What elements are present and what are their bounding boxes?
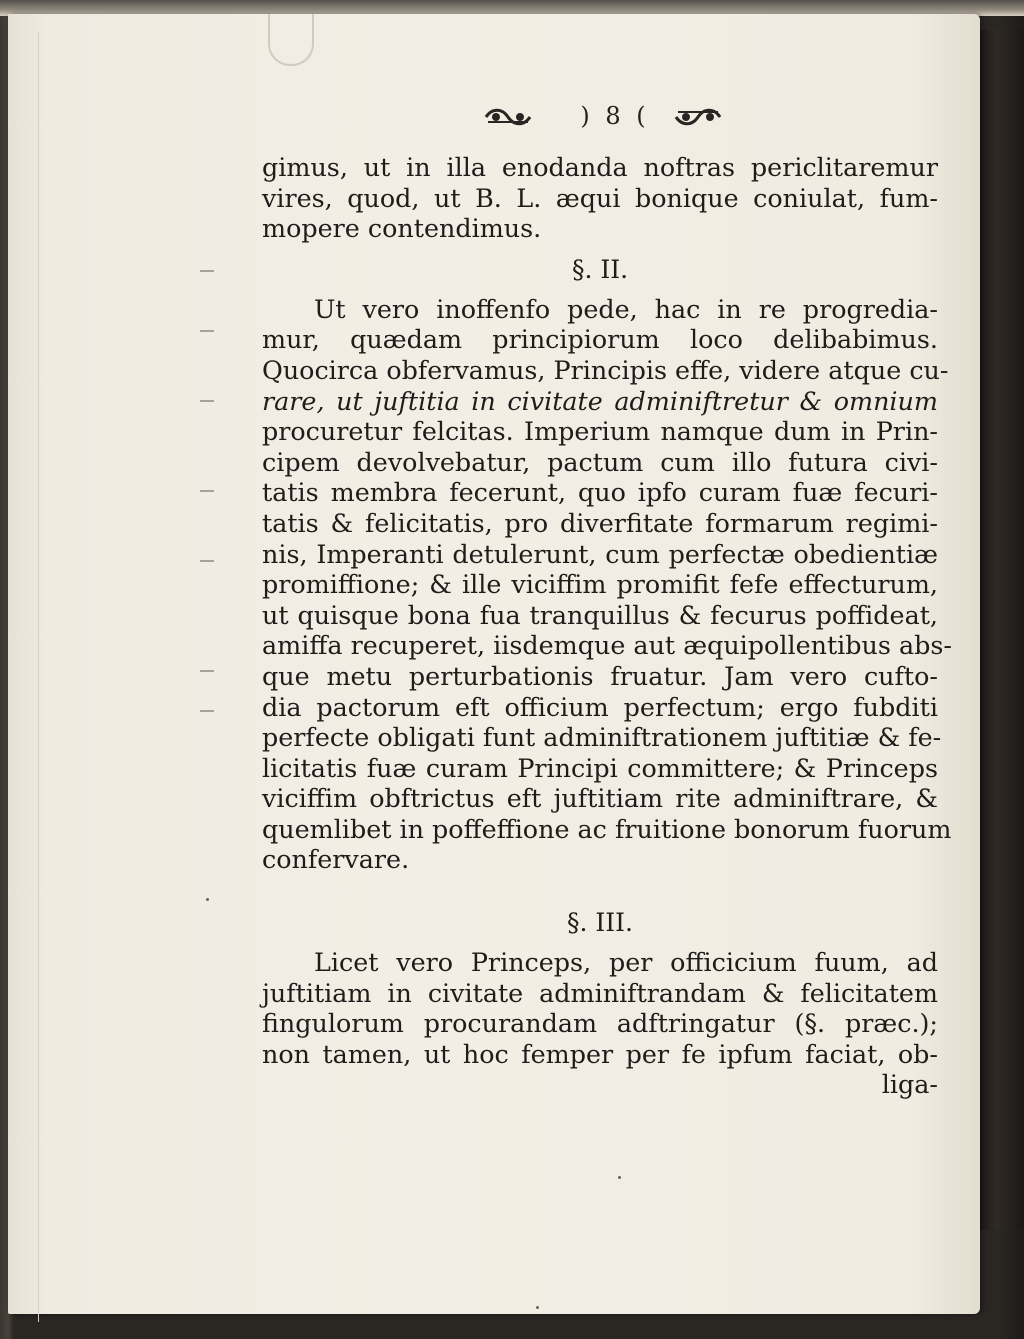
text-line: Ut vero inoffenfo pede, hac in re progredia- bbox=[314, 293, 938, 324]
book-right-edge bbox=[978, 30, 1024, 1230]
text-line: Quocirca obfervamus, Principis effe, videre atque cu- bbox=[262, 354, 949, 385]
paper-speck bbox=[206, 898, 209, 901]
text-line: perfecte obligati funt adminiftrationem juftitiæ & fe- bbox=[262, 722, 942, 753]
text-line: mopere contendimus. bbox=[262, 213, 542, 244]
text-line: procuretur felcitas. Imperium namque dum in Prin- bbox=[262, 416, 938, 447]
body-text bbox=[262, 152, 952, 1100]
text-line: viciffim obftrictus eft juftitiam rite adminiftrare, & bbox=[262, 783, 938, 814]
left-margin-marks bbox=[200, 260, 230, 780]
left-ornament-icon bbox=[482, 106, 534, 128]
section-heading-2: §. II. bbox=[571, 254, 629, 284]
text-line: non tamen, ut hoc femper per fe ipfum faciat, ob- bbox=[262, 1038, 938, 1069]
text-line: licitatis fuæ curam Principi committere; & Princeps bbox=[262, 752, 938, 783]
text-line: fingulorum procurandam adftringatur (§. præc.); bbox=[262, 1008, 938, 1039]
text-line: rare, ut juftitia in civitate adminiftretur & omnium bbox=[262, 385, 938, 416]
text-line: amiffa recuperet, iisdemque aut æquipollentibus abs- bbox=[262, 630, 952, 661]
text-line: vires, quod, ut B. L. æqui bonique coniulat, fum- bbox=[262, 182, 938, 213]
text-line: mur, quædam principiorum loco delibabimus. bbox=[262, 324, 938, 355]
text-line: tatis membra fecerunt, quo ipfo curam fuæ fecuri- bbox=[262, 477, 938, 508]
text-line: confervare. bbox=[262, 844, 410, 875]
text-line: tatis & felicitatis, pro diverfitate formarum regimi- bbox=[262, 507, 938, 538]
text-line: juftitiam in civitate adminiftrandam & felicitatem bbox=[262, 977, 938, 1008]
page-number: ) 8 ( bbox=[580, 102, 650, 130]
right-ornament-icon bbox=[672, 106, 724, 128]
text-line: nis, Imperanti detulerunt, cum perfectæ obedientiæ bbox=[262, 538, 938, 569]
running-header bbox=[482, 100, 742, 136]
text-line: cipem devolvebatur, pactum cum illo futura civi- bbox=[262, 446, 938, 477]
paper-speck bbox=[536, 1306, 539, 1309]
text-line: quemlibet in poffeffione ac fruitione bonorum fuorum bbox=[262, 813, 952, 844]
catchword: liga- bbox=[881, 1069, 938, 1100]
text-line: Licet vero Princeps, per officicium fuum, ad bbox=[314, 947, 938, 978]
text-line: gimus, ut in illa enodanda noftras periclitaremur bbox=[262, 152, 938, 182]
paper-speck bbox=[618, 1176, 621, 1179]
section-heading-3: §. III. bbox=[567, 908, 633, 938]
text-line: ut quisque bona fua tranquillus & fecurus poffideat, bbox=[262, 599, 938, 630]
text-line: promiffione; & ille viciffim promifit fefe effecturum, bbox=[262, 569, 938, 600]
text-line: dia pactorum eft officium perfectum; ergo fubditi bbox=[262, 691, 938, 722]
text-line: que metu perturbationis fruatur. Jam vero cufto- bbox=[262, 660, 938, 691]
paper-clip-mark bbox=[268, 12, 314, 66]
